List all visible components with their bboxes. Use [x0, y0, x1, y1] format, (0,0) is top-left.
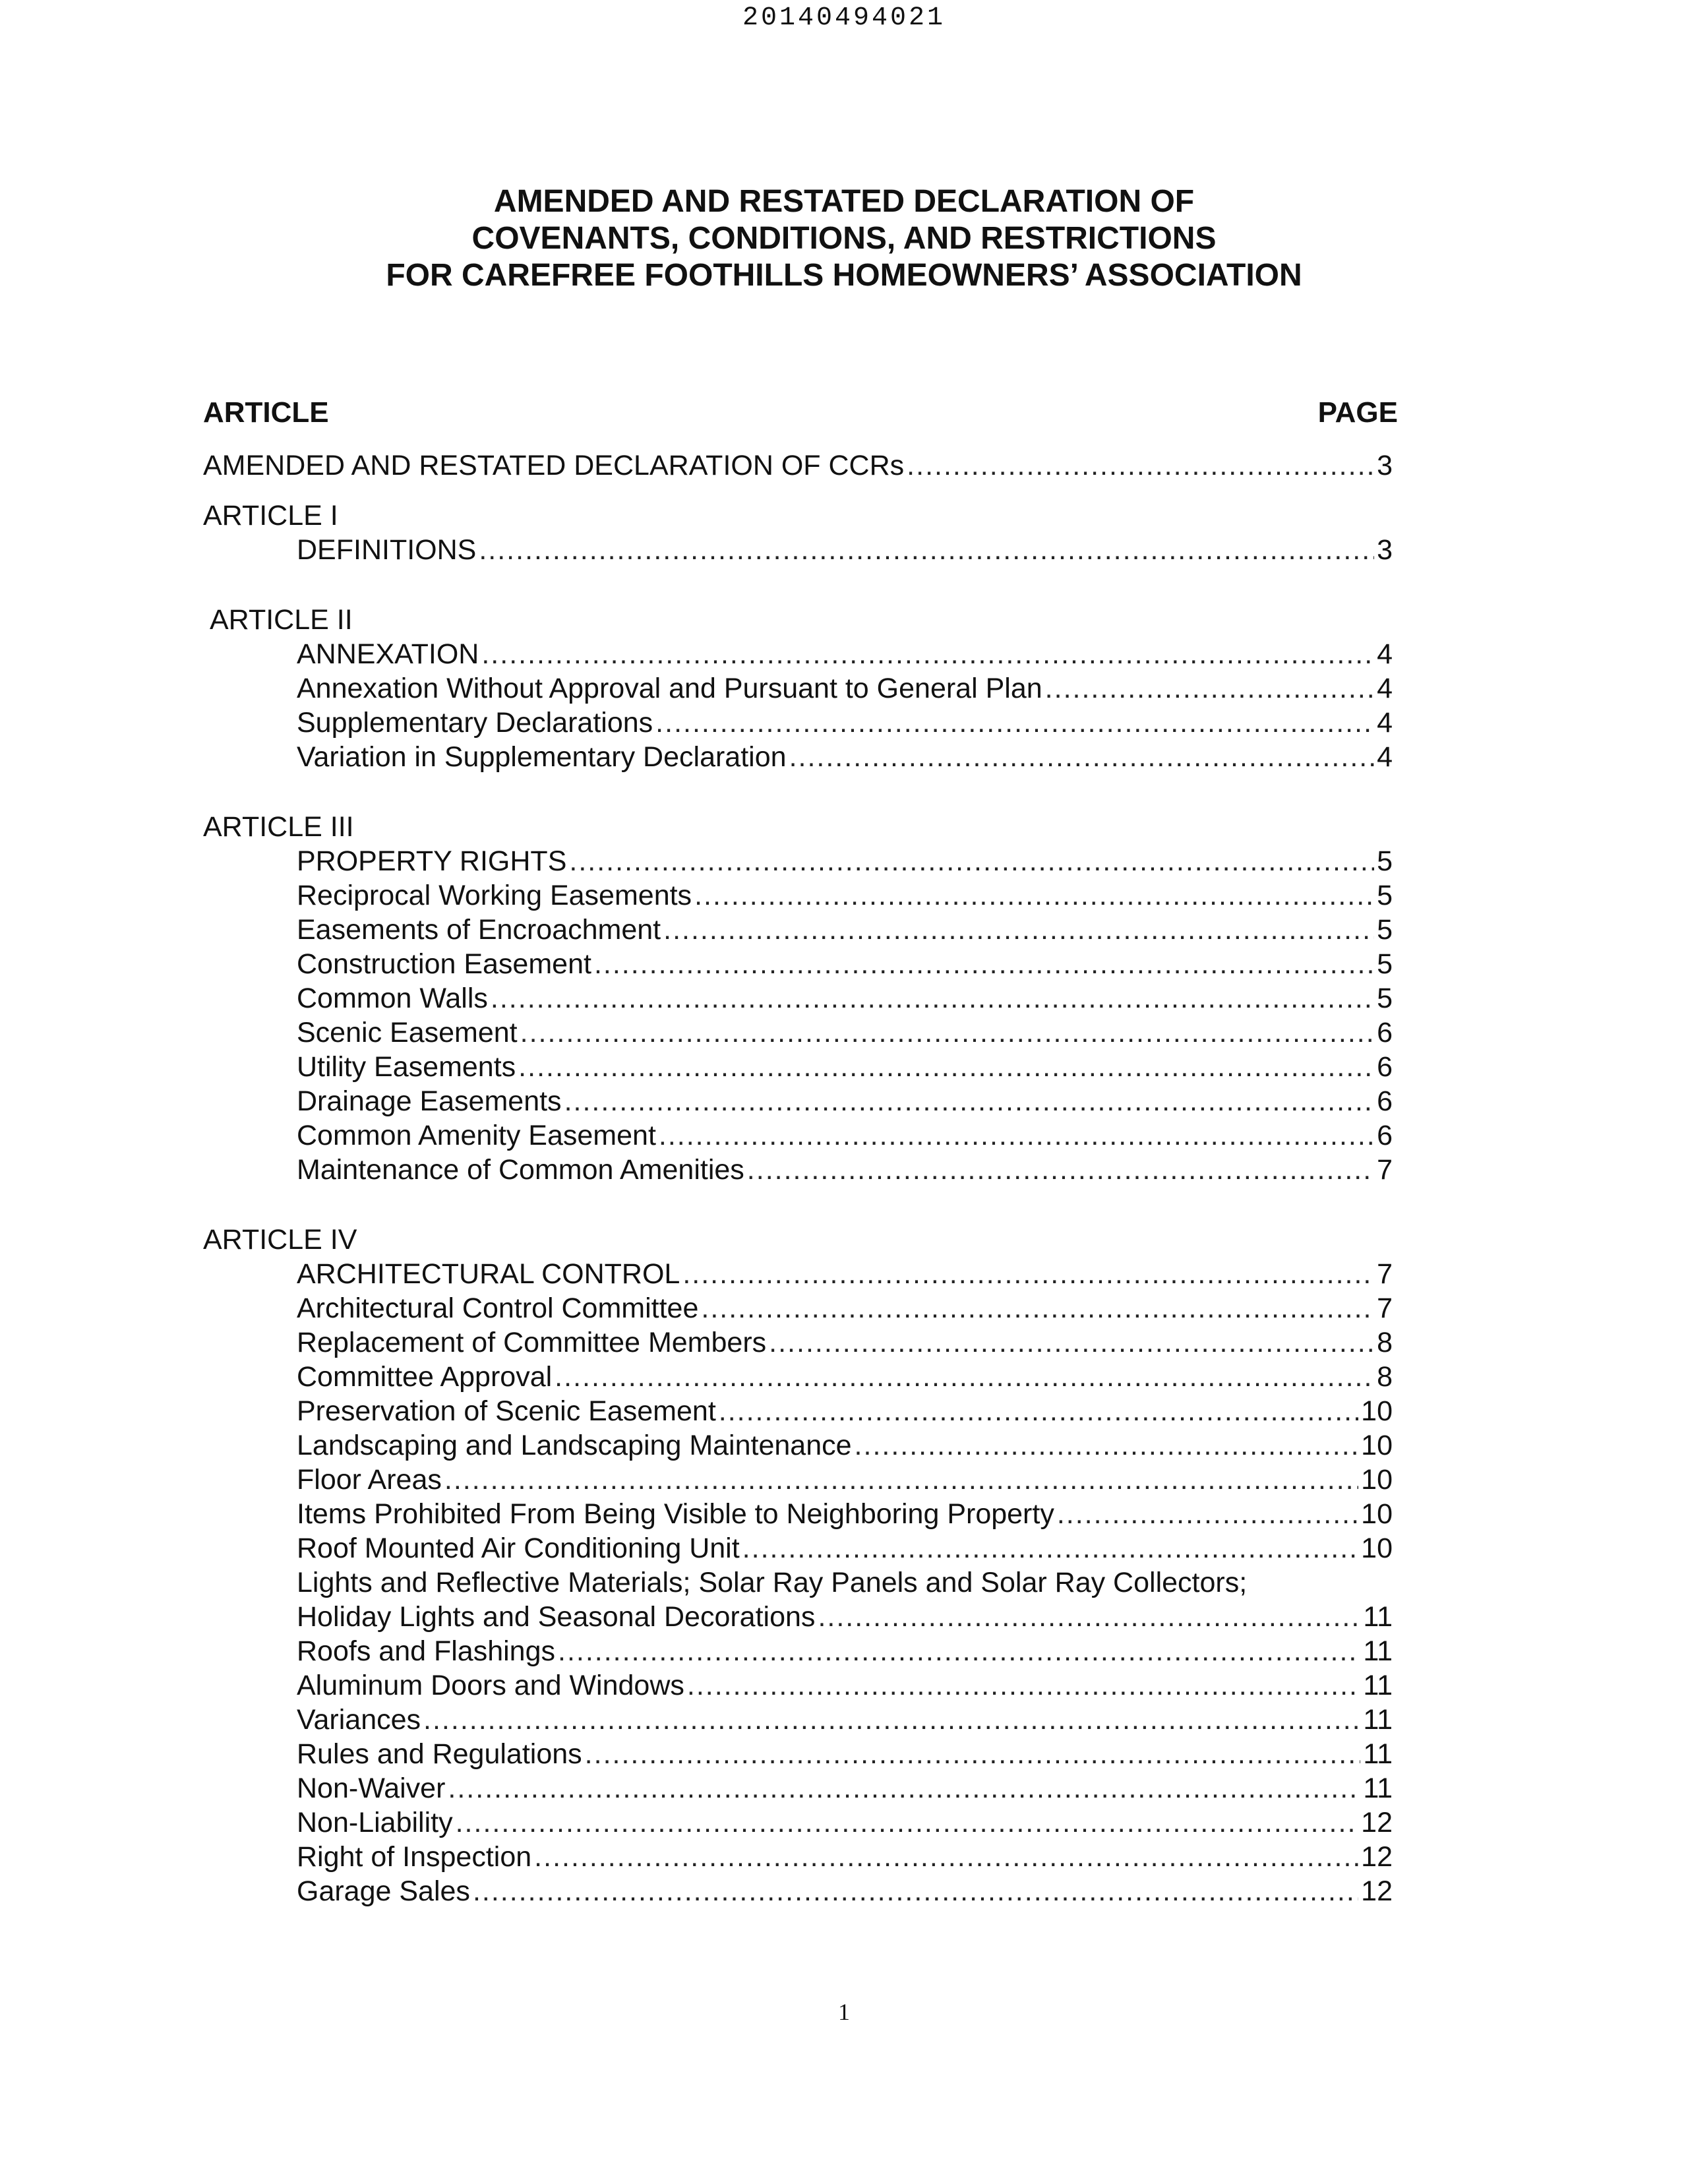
toc-entry-title: Maintenance of Common Amenities: [297, 1154, 744, 1186]
toc-leader-dots: [747, 1153, 1374, 1187]
toc-entry: [297, 1805, 1393, 1840]
toc-leader-dots: [719, 1394, 1358, 1428]
toc-entry-title: Utility Easements: [297, 1051, 516, 1083]
toc-entry-page: 11: [1363, 1635, 1393, 1667]
toc-leader-dots: [742, 1531, 1358, 1565]
toc-entry: [297, 844, 1393, 878]
toc-entry-page: 10: [1361, 1430, 1393, 1461]
toc-entry-title: Construction Easement: [297, 948, 591, 980]
article-label: ARTICLE III: [203, 811, 354, 843]
toc-leader-dots: [569, 844, 1374, 878]
toc-entry-title: DEFINITIONS: [297, 534, 477, 566]
toc-entry: [297, 1463, 1393, 1497]
toc-entry: [297, 1600, 1393, 1634]
toc-entry-title: Drainage Easements: [297, 1085, 562, 1117]
toc-leader-dots: [534, 1840, 1358, 1874]
toc-entry-title: AMENDED AND RESTATED DECLARATION OF CCRs: [203, 450, 905, 481]
title-line: FOR CAREFREE FOOTHILLS HOMEOWNERS’ ASSOCIATION: [386, 258, 1302, 293]
toc-entry-title: Non-Liability: [297, 1807, 453, 1838]
toc-leader-dots: [594, 947, 1374, 981]
toc-entry-page: 3: [1377, 534, 1393, 566]
toc-entry-page: 5: [1377, 914, 1393, 946]
toc-entry-page: 11: [1363, 1773, 1393, 1804]
toc-leader-dots: [520, 1016, 1374, 1050]
toc-entry: [297, 637, 1393, 671]
page-column-header: PAGE: [1317, 396, 1398, 429]
toc-entry: [297, 1291, 1393, 1325]
toc-entry-title: Variation in Supplementary Declaration: [297, 741, 787, 773]
article-label: ARTICLE I: [203, 500, 338, 531]
toc-entry-title: Supplementary Declarations: [297, 707, 653, 739]
toc-entry-page: 12: [1361, 1841, 1393, 1873]
toc-entry: [297, 1325, 1393, 1360]
toc-leader-dots: [659, 1118, 1374, 1153]
toc-leader-dots: [663, 913, 1374, 947]
toc-entry-title: Scenic Easement: [297, 1017, 518, 1048]
toc-entry-title: Preservation of Scenic Easement: [297, 1395, 716, 1427]
toc-entry-page: 8: [1377, 1327, 1393, 1358]
toc-entry-title: Replacement of Committee Members: [297, 1327, 767, 1358]
toc-entry-title: Holiday Lights and Seasonal Decorations: [297, 1601, 816, 1633]
toc-entry-page: 6: [1377, 1051, 1393, 1083]
toc-entry-page: 3: [1377, 450, 1393, 481]
toc-entry-page: 11: [1363, 1704, 1393, 1736]
toc-entry-title: Reciprocal Working Easements: [297, 880, 692, 911]
toc-entry-page: 10: [1361, 1395, 1393, 1427]
toc-leader-dots: [769, 1325, 1374, 1360]
toc-entry-page: 12: [1361, 1875, 1393, 1907]
toc-entry-title: Aluminum Doors and Windows: [297, 1670, 684, 1701]
toc-leader-dots: [558, 1634, 1360, 1668]
toc-entry: [297, 1257, 1393, 1291]
title-line: COVENANTS, CONDITIONS, AND RESTRICTIONS: [471, 221, 1217, 256]
toc-entry-page: 5: [1377, 948, 1393, 980]
toc-entry-page: 11: [1363, 1601, 1393, 1633]
article-label: ARTICLE II: [210, 604, 353, 636]
toc-entry-title: Non-Waiver: [297, 1773, 446, 1804]
toc-entry-page: 7: [1377, 1258, 1393, 1290]
toc-leader-dots: [491, 981, 1374, 1016]
page-number: 1: [838, 1999, 850, 2025]
toc-entry: [297, 740, 1393, 774]
toc-entry: [297, 1394, 1393, 1428]
toc-entry: [297, 913, 1393, 947]
toc-entry-title-continued: Lights and Reflective Materials; Solar Ray Panels and Solar Ray Collectors;: [297, 1567, 1248, 1598]
toc-leader-dots: [444, 1463, 1358, 1497]
toc-leader-dots: [701, 1291, 1374, 1325]
toc-leader-dots: [687, 1668, 1360, 1703]
toc-leader-dots: [555, 1360, 1374, 1394]
toc-entry-page: 10: [1361, 1498, 1393, 1530]
toc-entry-page: 4: [1377, 673, 1393, 704]
toc-entry: [297, 1703, 1393, 1737]
toc-entry: [297, 1084, 1393, 1118]
toc-leader-dots: [481, 637, 1374, 671]
toc-entry: [297, 1118, 1393, 1153]
toc-leader-dots: [564, 1084, 1375, 1118]
toc-entry-title: Committee Approval: [297, 1361, 553, 1393]
toc-entry-title: Floor Areas: [297, 1464, 442, 1496]
toc-entry: [297, 1360, 1393, 1394]
toc-leader-dots: [818, 1600, 1360, 1634]
toc-leader-dots: [448, 1771, 1360, 1805]
toc-entry-page: 5: [1377, 845, 1393, 877]
toc-entry: [297, 1737, 1393, 1771]
toc-entry: [297, 1050, 1393, 1084]
toc-leader-dots: [1057, 1497, 1358, 1531]
toc-entry: [297, 947, 1393, 981]
toc-entry-title: Variances: [297, 1704, 421, 1736]
toc-entry-title: Landscaping and Landscaping Maintenance: [297, 1430, 852, 1461]
toc-leader-dots: [473, 1874, 1358, 1908]
toc-entry-page: 4: [1377, 707, 1393, 739]
toc-entry: [297, 533, 1393, 567]
toc-entry: [297, 981, 1393, 1016]
toc-entry-title: ARCHITECTURAL CONTROL: [297, 1258, 680, 1290]
document-number: 20140494021: [742, 3, 946, 33]
toc-entry-title: Rules and Regulations: [297, 1738, 582, 1770]
toc-entry-page: 4: [1377, 741, 1393, 773]
toc-entry-page: 5: [1377, 880, 1393, 911]
toc-entry: [297, 1668, 1393, 1703]
toc-entry-title: Items Prohibited From Being Visible to Neighboring Property: [297, 1498, 1054, 1530]
toc-entry-title: Architectural Control Committee: [297, 1292, 699, 1324]
toc-leader-dots: [789, 740, 1375, 774]
toc-leader-dots: [855, 1428, 1359, 1463]
toc-entry-page: 6: [1377, 1120, 1393, 1151]
toc-entry: [297, 1531, 1393, 1565]
toc-entry: [297, 1428, 1393, 1463]
toc-leader-dots: [456, 1805, 1359, 1840]
toc-entry: [297, 1634, 1393, 1668]
toc-entry: [297, 1016, 1393, 1050]
toc-entry-page: 4: [1377, 638, 1393, 670]
toc-entry: [297, 1771, 1393, 1805]
toc-entry-title: Garage Sales: [297, 1875, 470, 1907]
toc-entry: [297, 1840, 1393, 1874]
toc-entry-page: 11: [1363, 1738, 1393, 1770]
toc-entry-title: Roofs and Flashings: [297, 1635, 555, 1667]
toc-entry-preamble: [203, 448, 1393, 483]
toc-entry-page: 10: [1361, 1464, 1393, 1496]
toc-entry-page: 8: [1377, 1361, 1393, 1393]
toc-leader-dots: [1045, 671, 1374, 706]
toc-leader-dots: [655, 706, 1374, 740]
toc-leader-dots: [585, 1737, 1361, 1771]
toc-entry-page: 11: [1363, 1670, 1393, 1701]
toc-leader-dots: [694, 878, 1374, 913]
toc-entry-page: 6: [1377, 1085, 1393, 1117]
toc-entry-page: 12: [1361, 1807, 1393, 1838]
toc-entry-title: ANNEXATION: [297, 638, 479, 670]
toc-leader-dots: [518, 1050, 1374, 1084]
toc-leader-dots: [479, 533, 1374, 567]
article-column-header: ARTICLE: [203, 396, 329, 429]
toc-entry-title: Common Walls: [297, 983, 488, 1014]
title-line: AMENDED AND RESTATED DECLARATION OF: [493, 184, 1195, 219]
toc-entry: [297, 1153, 1393, 1187]
toc-entry-page: 7: [1377, 1154, 1393, 1186]
toc-entry-title: PROPERTY RIGHTS: [297, 845, 567, 877]
toc-entry: [297, 1497, 1393, 1531]
toc-entry: [297, 706, 1393, 740]
toc-entry-title: Common Amenity Easement: [297, 1120, 656, 1151]
toc-entry-page: 10: [1361, 1532, 1393, 1564]
toc-entry: [297, 878, 1393, 913]
toc-leader-dots: [682, 1257, 1374, 1291]
toc-entry-title: Easements of Encroachment: [297, 914, 661, 946]
toc-entry: [297, 671, 1393, 706]
toc-entry-title: Right of Inspection: [297, 1841, 532, 1873]
toc-entry-page: 6: [1377, 1017, 1393, 1048]
toc-leader-dots: [423, 1703, 1360, 1737]
toc-entry-page: 5: [1377, 983, 1393, 1014]
toc-entry: [297, 1874, 1393, 1908]
toc-leader-dots: [907, 448, 1374, 483]
article-label: ARTICLE IV: [203, 1224, 357, 1256]
toc-entry-title: Roof Mounted Air Conditioning Unit: [297, 1532, 740, 1564]
toc-entry-title: Annexation Without Approval and Pursuant to General Plan: [297, 673, 1042, 704]
toc-entry-page: 7: [1377, 1292, 1393, 1324]
